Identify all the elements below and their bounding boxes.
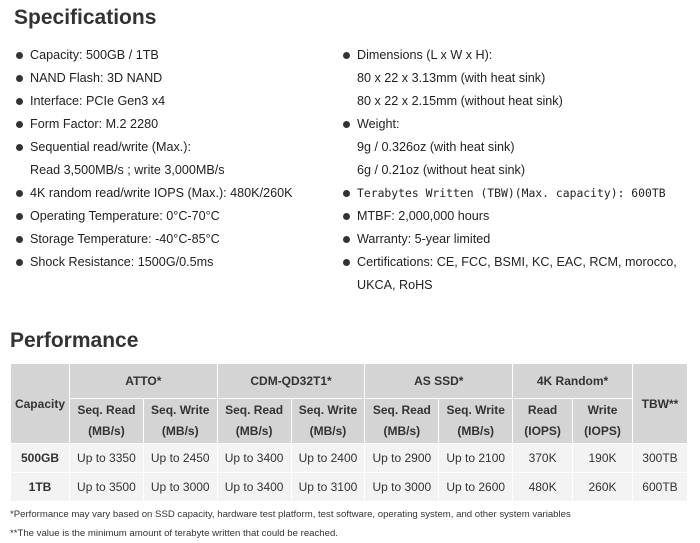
table-row [11,473,688,502]
metric-subheader [291,399,365,444]
spec-text: Interface: PCIe Gen3 x4 [30,94,166,108]
bullet-icon [343,259,350,266]
metric-subheader-line: (MB/s) [383,424,421,438]
spec-item [343,113,693,182]
bullet-icon [16,121,23,128]
spec-item [16,44,336,67]
performance-table [10,363,688,502]
metric-subheader-line: (MB/s) [88,424,125,438]
bullet-icon [343,190,350,197]
table-row [11,444,688,473]
metric-subheader [143,399,217,444]
spec-item [343,251,693,297]
spec-text: Form Factor: M.2 2280 [30,117,159,131]
specs-left-column [16,44,336,274]
table-cell: Up to 2100 [439,444,513,473]
spec-item [343,228,693,251]
spec-item [16,90,336,113]
bullet-icon [343,121,350,128]
spec-item [16,228,336,251]
specs-right-column [343,44,693,297]
table-cell: Up to 3000 [365,473,439,502]
spec-subtext: 6g / 0.21oz (without heat sink) [357,163,526,177]
spec-text: Shock Resistance: 1500G/0.5ms [30,255,214,269]
spec-item [16,182,336,205]
metric-subheader [513,399,573,444]
spec-text: NAND Flash: 3D NAND [30,71,163,85]
footnote-tbw: **The value is the minimum amount of terabyte written that could be reached. [10,528,338,539]
table-cell: 260K [573,473,633,502]
bullet-icon [16,144,23,151]
metric-subheader-line: Seq. Write [446,403,505,417]
capacity-cell: 1TB [11,473,70,502]
bullet-icon [16,98,23,105]
metric-subheader-line: (MB/s) [457,424,495,438]
metric-subheader-line: Seq. Write [151,403,210,417]
capacity-cell: 500GB [11,444,70,473]
metric-subheader-line: (IOPS) [524,424,561,438]
metric-subheader [573,399,633,444]
metric-subheader-line: (MB/s) [161,424,199,438]
spec-text: Certifications: CE, FCC, BSMI, KC, EAC, RCM, morocco, [357,255,677,269]
footnote-performance: *Performance may vary based on SSD capacity, hardware test platform, test software, operating system, and other system variables [10,509,571,520]
group-header-as-ssd: AS SSD* [365,364,513,399]
metric-subheader-line: (MB/s) [309,424,347,438]
capacity-header: Capacity [11,364,70,444]
spec-text: Dimensions (L x W x H): [357,48,493,62]
bullet-icon [16,190,23,197]
bullet-icon [16,236,23,243]
metric-subheader [217,399,291,444]
table-cell: Up to 2450 [143,444,217,473]
spec-item [16,205,336,228]
metric-subheader [69,399,143,444]
table-cell: 370K [513,444,573,473]
group-header-cdm: CDM-QD32T1* [217,364,365,399]
table-cell: 300TB [632,444,687,473]
spec-subtext: UKCA, RoHS [357,278,433,292]
spec-text: Capacity: 500GB / 1TB [30,48,159,62]
spec-text: 4K random read/write IOPS (Max.): 480K/260K [30,186,293,200]
metric-subheader-line: Read [527,403,558,417]
table-cell: Up to 3400 [217,473,291,502]
spec-subtext: Read 3,500MB/s ; write 3,000MB/s [30,163,225,177]
spec-item [343,44,693,113]
metric-subheader [439,399,513,444]
spec-text: Terabytes Written (TBW)(Max. capacity): 600TB [357,186,666,200]
metric-subheader-line: Write [587,403,618,417]
table-cell: 600TB [632,473,687,502]
metric-subheader-line: Seq. Write [298,403,358,417]
tbw-header: TBW** [632,364,687,444]
table-cell: Up to 3400 [217,444,291,473]
table-cell: Up to 2900 [365,444,439,473]
spec-item [343,205,693,228]
bullet-icon [343,236,350,243]
bullet-icon [16,259,23,266]
table-cell: Up to 3350 [69,444,143,473]
bullet-icon [16,75,23,82]
spec-text: MTBF: 2,000,000 hours [357,209,490,223]
spec-subtext: 9g / 0.326oz (with heat sink) [357,140,515,154]
specifications-heading: Specifications [14,6,157,29]
group-header-atto: ATTO* [69,364,217,399]
metric-subheader [365,399,439,444]
table-cell: 480K [513,473,573,502]
metric-subheader-line: (MB/s) [235,424,273,438]
spec-item [16,67,336,90]
table-cell: Up to 3100 [291,473,365,502]
spec-item [16,251,336,274]
table-cell: Up to 3000 [143,473,217,502]
metric-subheader-line: Seq. Read [372,403,431,417]
group-header-4k-random: 4K Random* [513,364,633,399]
bullet-icon [343,213,350,220]
spec-subtext: 80 x 22 x 2.15mm (without heat sink) [357,94,563,108]
bullet-icon [16,213,23,220]
spec-text: Warranty: 5-year limited [357,232,491,246]
bullet-icon [343,52,350,59]
table-cell: Up to 3500 [69,473,143,502]
performance-heading: Performance [10,329,139,352]
metric-subheader-line: (IOPS) [584,424,621,438]
footnotes [10,505,571,543]
spec-text: Storage Temperature: -40°C-85°C [30,232,220,246]
spec-item [343,182,693,205]
spec-item [16,136,336,182]
spec-item [16,113,336,136]
table-cell: 190K [573,444,633,473]
bullet-icon [16,52,23,59]
table-cell: Up to 2600 [439,473,513,502]
spec-text: Sequential read/write (Max.): [30,140,191,154]
spec-subtext: 80 x 22 x 3.13mm (with heat sink) [357,71,546,85]
metric-subheader-line: Seq. Read [77,403,136,417]
spec-text: Weight: [357,117,400,131]
spec-text: Operating Temperature: 0°C-70°C [30,209,220,223]
metric-subheader-line: Seq. Read [225,403,284,417]
table-cell: Up to 2400 [291,444,365,473]
